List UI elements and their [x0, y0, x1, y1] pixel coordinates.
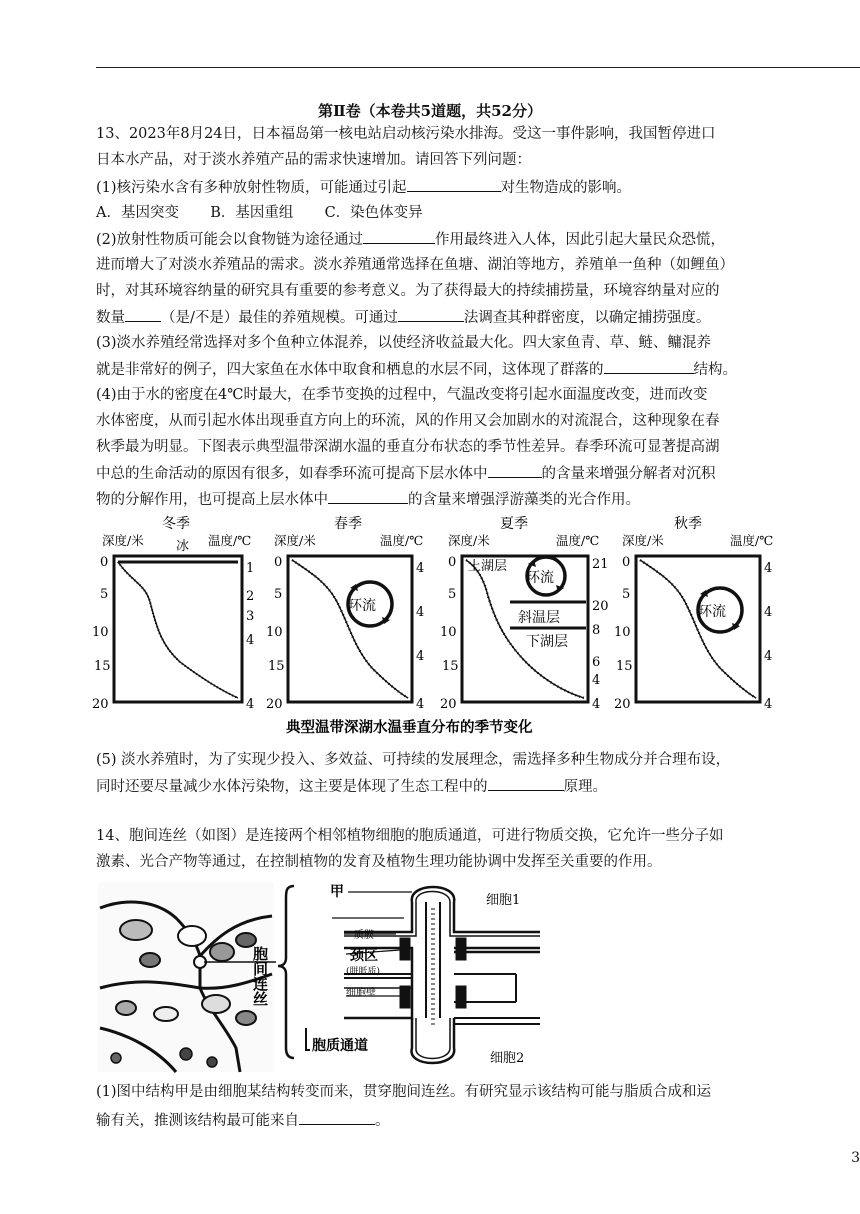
plasmodesmata-figure: [96, 878, 646, 1078]
label-neck-region: 颈区: [350, 948, 378, 964]
temp-tick: 4: [764, 561, 773, 576]
temp-tick: 4: [416, 605, 425, 620]
answer-blank-1[interactable]: [407, 177, 501, 192]
answer-blank-9[interactable]: [299, 1110, 375, 1125]
temp-tick: 4: [416, 697, 425, 712]
answer-blank-4[interactable]: [398, 307, 464, 322]
depth-tick: 0: [622, 555, 631, 570]
q13-part2-l4: [96, 307, 710, 328]
q13-options: [96, 203, 423, 223]
temp-tick: 4: [416, 649, 425, 664]
q13-part1: [96, 177, 631, 198]
depth-tick: 10: [266, 625, 283, 640]
answer-blank-8[interactable]: [488, 776, 564, 791]
q14-p1-text-b: 输有关，推测该结构最可能来自: [96, 1113, 299, 1129]
panel-summer: [440, 516, 609, 712]
q13-line2: 日本水产品，对于淡水养殖产品的需求快速增加。请回答下列问题：: [96, 152, 531, 168]
q13-part2-l3: 时，对其环境容纳量的研究具有重要的参考意义。为了获得最大的持续捕捞量，环境容纳量对应的: [96, 283, 720, 299]
depth-axis-label: 深度/米: [448, 533, 490, 548]
answer-blank-5[interactable]: [604, 359, 694, 374]
temp-tick: 1: [246, 561, 255, 576]
panel-winter: [92, 516, 254, 712]
q13-p3-text-c: 结构。: [693, 362, 737, 378]
answer-blank-3[interactable]: [125, 307, 161, 322]
depth-tick: 10: [92, 625, 109, 640]
depth-tick: 5: [274, 587, 283, 602]
bracket: [278, 886, 294, 1058]
temp-tick: 6: [592, 655, 601, 670]
q13-part4-l2: 水体密度，从而引起水体出现垂直方向上的环流，风的作用又会加剧水的对流混合，这种现象在春: [96, 413, 720, 429]
temperature-curve-line: [118, 562, 238, 698]
panel-season-title: 秋季: [674, 516, 702, 532]
thermocline-label: 斜温层: [518, 610, 560, 626]
label-cell-wall: 细胞壁: [346, 988, 376, 999]
ice-label: 冰: [176, 539, 190, 554]
q13-p4-text-f: 物的分解作用，也可提高上层水体中: [96, 492, 328, 508]
temp-axis-label: 温度/℃: [208, 533, 252, 548]
temp-tick: 4: [246, 697, 255, 712]
depth-tick: 15: [616, 659, 633, 674]
q13-p2-text-e: 数量: [96, 310, 125, 326]
panel-season-title: 春季: [334, 516, 362, 532]
depth-axis-label: 深度/米: [274, 533, 316, 548]
depth-tick: 5: [622, 587, 631, 602]
label-cytoplasmic-channel: 胞质通道: [312, 1038, 368, 1054]
answer-blank-2[interactable]: [363, 229, 435, 244]
answer-blank-7[interactable]: [328, 489, 408, 504]
q13-p2-text-a: (2)放射性物质可能会以食物链为途径通过: [96, 232, 364, 248]
depth-tick: 20: [440, 697, 457, 712]
depth-axis-label: 深度/米: [622, 533, 664, 548]
circulation-label: 环流: [698, 604, 726, 620]
label-jia-small: 甲: [296, 894, 307, 907]
label-cell2: 细胞2: [490, 1051, 525, 1066]
channel-pointer: [306, 1028, 310, 1050]
panel-autumn: [614, 515, 773, 712]
temp-tick: 20: [592, 599, 609, 614]
q13-p4-text-d: 中总的生命活动的原因有很多，如春季环流可提高下层水体中: [96, 466, 488, 482]
q13-p2-text-f: （是/不是）最佳的养殖规模。可通过: [161, 310, 398, 326]
label-plasma-membrane: 质膜: [354, 930, 374, 941]
temp-axis-label: 温度/℃: [380, 533, 424, 548]
panel-spring: [266, 516, 424, 712]
q13-part5-l2: [96, 776, 607, 797]
page-number: 3: [851, 1150, 860, 1166]
temp-tick: 4: [416, 561, 425, 576]
panel-season-title: 冬季: [162, 516, 190, 532]
temp-tick: 4: [592, 697, 601, 712]
q13-p5-text-c: 原理。: [563, 779, 607, 795]
depth-tick: 0: [100, 555, 109, 570]
temp-tick: 4: [764, 697, 773, 712]
option-a: A．基因突变: [96, 205, 179, 221]
side-label: 胞间连丝: [251, 946, 269, 1006]
temp-tick: 4: [592, 673, 601, 688]
temp-tick: 8: [592, 623, 601, 638]
temp-tick: 2: [246, 589, 255, 604]
q13-p1-text-a: (1)核污染水含有多种放射性物质，可能通过引起: [96, 180, 407, 196]
depth-tick: 0: [448, 555, 457, 570]
q13-part2-l1: [96, 229, 725, 250]
figure-caption: 典型温带深湖水温垂直分布的季节变化: [286, 719, 533, 736]
temp-axis-label: 温度/℃: [730, 533, 774, 548]
lake-temperature-figure: [90, 512, 800, 738]
q13-line1: 13、2023年8月24日，日本福岛第一核电站启动核污染水排海。受这一事件影响，我国暂停进口: [96, 126, 716, 142]
panel-season-title: 夏季: [500, 516, 528, 532]
header-rule: [96, 67, 860, 68]
option-b: B．基因重组: [210, 205, 294, 221]
q13-part5-l1: (5) 淡水养殖时，为了实现少投入、多效益、可持续的发展理念，需选择多种生物成分并合理布设，: [96, 752, 731, 768]
temperature-curve-ticks: [292, 560, 408, 698]
q13-p5-text-b: 同时还要尽量减少水体污染物，这主要是体现了生态工程中的: [96, 779, 488, 795]
depth-tick: 10: [614, 625, 631, 640]
label-jia: 甲: [330, 884, 344, 900]
q13-p2-text-g: 法调查其种群密度，以确定捕捞强度。: [463, 310, 711, 326]
temperature-curve-ticks: [640, 560, 756, 698]
q14-line1: 14、胞间连丝（如图）是连接两个相邻植物细胞的胞质通道，可进行物质交换，它允许一些分子如: [96, 828, 724, 844]
temp-tick: 4: [764, 605, 773, 620]
depth-tick: 20: [266, 697, 283, 712]
q13-part4-l1: (4)由于水的密度在4℃时最大，在季节变换的过程中，气温改变将引起水面温度改变，进而改变: [96, 387, 708, 403]
temp-tick: 4: [764, 649, 773, 664]
q13-part4-l4: [96, 463, 716, 484]
circulation-label: 环流: [348, 598, 376, 614]
label-cell1: 细胞1: [486, 893, 521, 908]
circulation-label: 环流: [526, 570, 554, 586]
vertical-label: [251, 945, 269, 1006]
depth-tick: 15: [94, 659, 111, 674]
q13-p2-text-b: 作用最终进入人体，因此引起大量民众恐慌，: [435, 232, 726, 248]
q14-p1-text-c: 。: [375, 1113, 390, 1129]
section-title: 第Ⅱ卷（本卷共5道题，共52分）: [318, 102, 542, 120]
q14-part1-l1: (1)图中结构甲是由细胞某结构转变而来，贯穿胞间连丝。有研究显示该结构可能与脂质合成和运: [96, 1084, 712, 1100]
q13-part2-l2: 进而增大了对淡水养殖品的需求。淡水养殖通常选择在鱼塘、湖泊等地方，养殖单一鱼种（如鲤鱼）: [96, 257, 734, 273]
depth-tick: 20: [92, 697, 109, 712]
depth-tick: 0: [274, 555, 283, 570]
q13-part4-l5: [96, 489, 640, 510]
q13-p3-text-b: 就是非常好的例子，四大家鱼在水体中取食和栖息的水层不同，这体现了群落的: [96, 362, 604, 378]
depth-tick: 5: [448, 587, 457, 602]
q14-part1-l2: [96, 1110, 390, 1131]
temp-axis-label: 温度/℃: [556, 533, 600, 548]
hypolimnion-label: 下湖层: [526, 634, 568, 650]
depth-tick: 20: [614, 697, 631, 712]
q13-p1-text-b: 对生物造成的影响。: [500, 180, 632, 196]
temp-tick: 4: [246, 633, 255, 648]
q13-part3-l2: [96, 359, 737, 380]
q13-part4-l3: 秋季最为明显。下图表示典型温带深湖水温的垂直分布状态的季节性差异。春季环流可显著提高湖: [96, 439, 720, 455]
depth-axis-label: 深度/米: [102, 533, 144, 548]
q13-p4-text-g: 的含量来增强浮游藻类的光合作用。: [408, 492, 640, 508]
answer-blank-6[interactable]: [488, 463, 542, 478]
depth-tick: 15: [442, 659, 459, 674]
temp-tick: 3: [246, 609, 255, 624]
q13-part3-l1: (3)淡水养殖经常选择对多个鱼种立体混养，以使经济收益最大化。四大家鱼青、草、鲢、鳙混养: [96, 335, 712, 351]
q14-line2: 激素、光合产物等通过，在控制植物的发育及植物生理功能协调中发挥至关重要的作用。: [96, 854, 662, 870]
depth-tick: 15: [268, 659, 285, 674]
depth-tick: 5: [100, 587, 109, 602]
option-c: C．染色体变异: [324, 205, 423, 221]
temp-tick: 21: [592, 557, 609, 572]
epilimnion-label: 上湖层: [468, 559, 508, 574]
q13-p4-text-e: 的含量来增强分解者对沉积: [541, 466, 716, 482]
label-callose: (胼胝质): [346, 967, 381, 977]
depth-tick: 10: [440, 625, 457, 640]
cell-tissue-drawing: [98, 882, 276, 1072]
